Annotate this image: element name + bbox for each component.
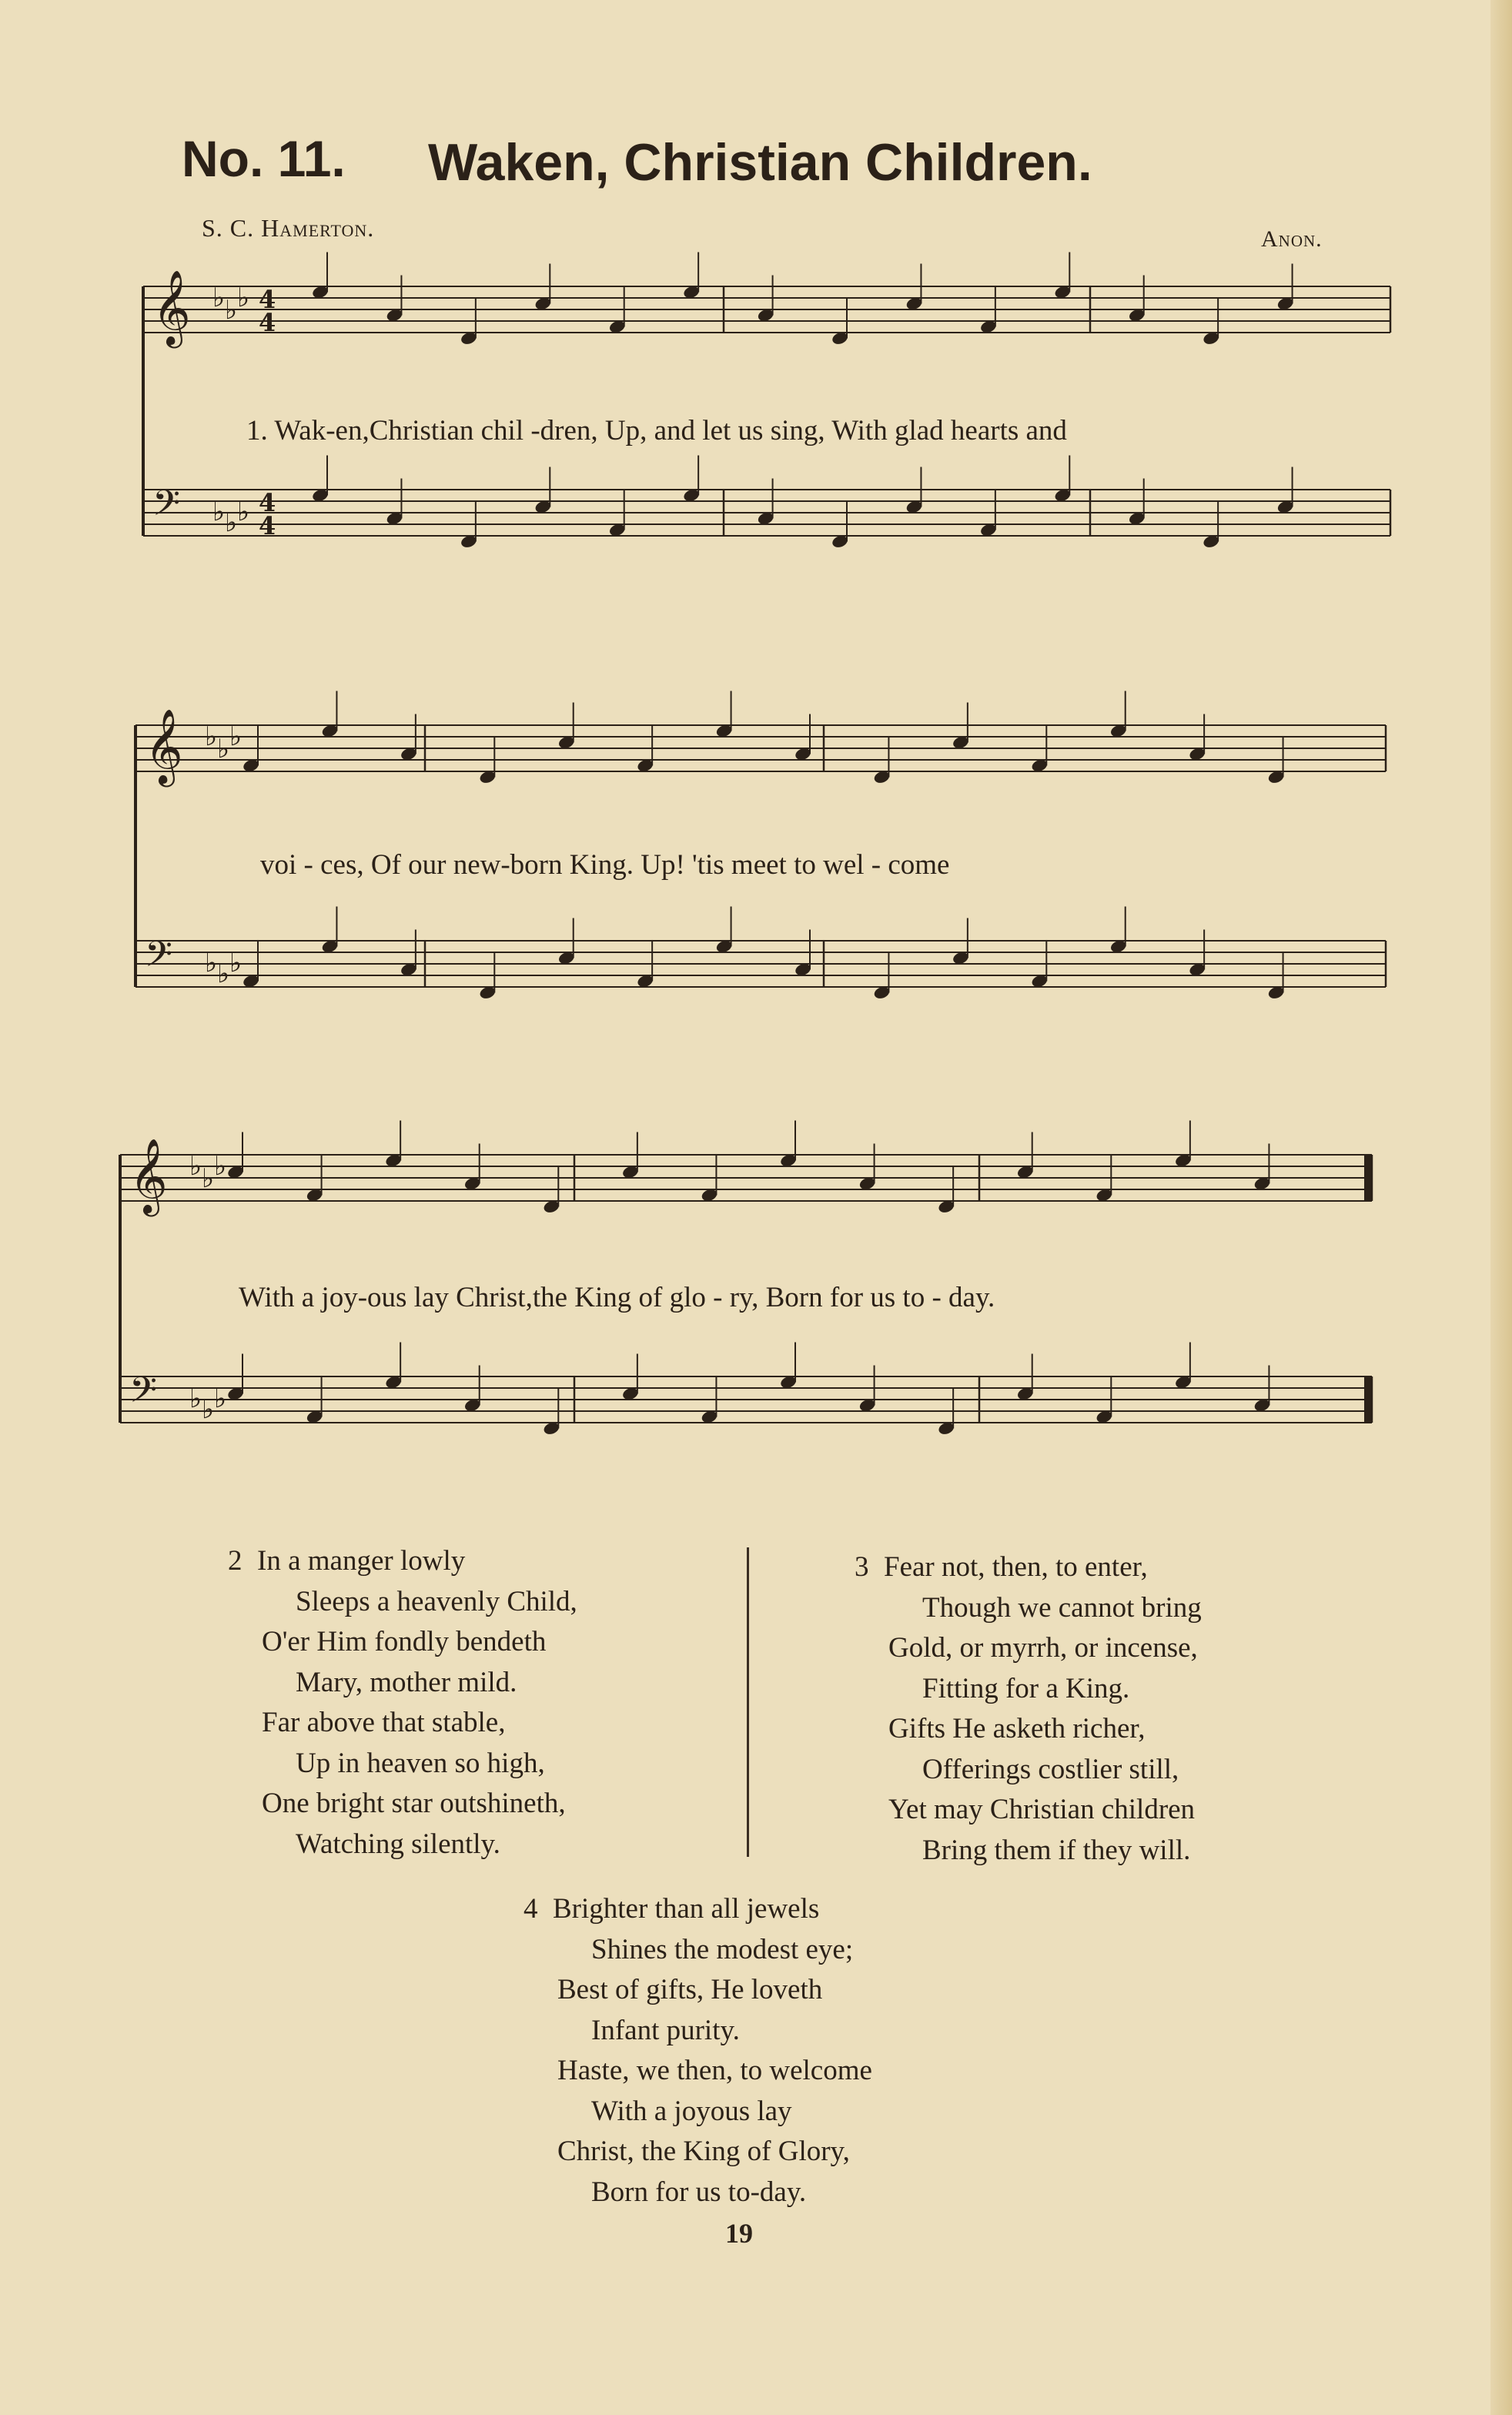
flat-icon: ♭ bbox=[217, 734, 230, 764]
flat-icon: ♭ bbox=[229, 721, 243, 752]
flat-icon: ♭ bbox=[229, 948, 243, 978]
verse-2 bbox=[228, 1541, 577, 1865]
flat-icon: ♭ bbox=[217, 958, 230, 989]
composer-credit: Anon. bbox=[1261, 226, 1323, 252]
verse-line: Christ, the King of Glory, bbox=[557, 2136, 850, 2167]
flat-icon: ♭ bbox=[212, 283, 226, 313]
verse-line: Sleeps a heavenly Child, bbox=[296, 1585, 577, 1617]
verse-line: Far above that stable, bbox=[262, 1707, 506, 1738]
verse-line: Up in heaven so high, bbox=[296, 1747, 545, 1779]
bass-clef-icon: 𝄢 bbox=[129, 1370, 158, 1420]
bass-clef-icon: 𝄢 bbox=[152, 483, 181, 533]
verse-line: Haste, we then, to welcome bbox=[557, 2055, 872, 2086]
treble-clef-icon: 𝄞 bbox=[152, 269, 191, 345]
flat-icon: ♭ bbox=[189, 1383, 202, 1414]
system-3-lyrics: With a joy-ous lay Christ,the King of glo - ry, Born for us to - day. bbox=[239, 1282, 995, 1313]
verse-line: Gifts He asketh richer, bbox=[888, 1713, 1146, 1744]
verse-line: 3 Fear not, then, to enter, bbox=[855, 1547, 1202, 1588]
verse-line: Born for us to-day. bbox=[591, 2176, 807, 2208]
verse-number: 3 bbox=[855, 1551, 869, 1583]
system-2-lyrics: voi - ces, Of our new-born King. Up! 'tis meet to wel - come bbox=[260, 849, 950, 881]
final-barline bbox=[1364, 1376, 1372, 1423]
verse-4 bbox=[524, 1889, 872, 2213]
flat-icon: ♭ bbox=[225, 295, 238, 326]
verse-number: 2 bbox=[228, 1545, 243, 1577]
flat-icon: ♭ bbox=[202, 1163, 215, 1194]
verse-number: 4 bbox=[524, 1893, 538, 1925]
verse-3 bbox=[855, 1547, 1202, 1871]
verse-line: Watching silently. bbox=[296, 1828, 500, 1860]
hymn-number: No. 11. bbox=[182, 130, 346, 187]
verse-line: O'er Him fondly bendeth bbox=[262, 1626, 547, 1657]
flat-icon: ♭ bbox=[205, 721, 218, 752]
treble-clef-icon: 𝄞 bbox=[129, 1138, 168, 1213]
verse-line: Gold, or myrrh, or incense, bbox=[888, 1632, 1198, 1664]
system-1-lyrics: 1. Wak-en,Christian chil -dren, Up, and let us sing, With glad hearts and bbox=[246, 415, 1067, 447]
verse-line: Yet may Christian children bbox=[888, 1794, 1196, 1825]
verse-line: 2 In a manger lowly bbox=[228, 1541, 577, 1582]
verse-line: With a joyous lay bbox=[591, 2095, 792, 2127]
time-signature-top: 4 bbox=[259, 285, 276, 314]
verse-line: Though we cannot bring bbox=[922, 1591, 1202, 1624]
flat-icon: ♭ bbox=[225, 507, 238, 538]
bass-clef-icon: 𝄢 bbox=[145, 934, 173, 984]
verse-line: Fitting for a King. bbox=[922, 1672, 1130, 1704]
verse-divider bbox=[747, 1547, 749, 1857]
flat-icon: ♭ bbox=[214, 1383, 227, 1414]
flat-icon: ♭ bbox=[205, 948, 218, 978]
verse-line: One bright star outshineth, bbox=[262, 1788, 566, 1819]
treble-clef-icon: 𝄞 bbox=[145, 708, 183, 784]
verse-line: Best of gifts, He loveth bbox=[557, 1974, 823, 2005]
flat-icon: ♭ bbox=[189, 1151, 202, 1182]
flat-icon: ♭ bbox=[212, 497, 226, 527]
flat-icon: ♭ bbox=[214, 1151, 227, 1182]
time-signature-bottom: 4 bbox=[259, 308, 276, 337]
verse-line: Mary, mother mild. bbox=[296, 1666, 517, 1698]
final-barline bbox=[1364, 1155, 1372, 1201]
verse-line: Bring them if they will. bbox=[922, 1834, 1191, 1866]
time-signature-top: 4 bbox=[259, 488, 276, 517]
author-credit: S. C. Hamerton. bbox=[202, 214, 375, 242]
verse-line: 4 Brighter than all jewels bbox=[524, 1889, 872, 1930]
page-number: 19 bbox=[725, 2218, 753, 2249]
verse-line: Infant purity. bbox=[591, 2014, 740, 2046]
flat-icon: ♭ bbox=[237, 283, 250, 313]
verse-line: Shines the modest eye; bbox=[591, 1933, 854, 1965]
hymn-title: Waken, Christian Children. bbox=[428, 133, 1092, 192]
time-signature-bottom: 4 bbox=[259, 511, 276, 540]
verse-line: Offerings costlier still, bbox=[922, 1753, 1179, 1785]
flat-icon: ♭ bbox=[237, 497, 250, 527]
flat-icon: ♭ bbox=[202, 1394, 215, 1425]
